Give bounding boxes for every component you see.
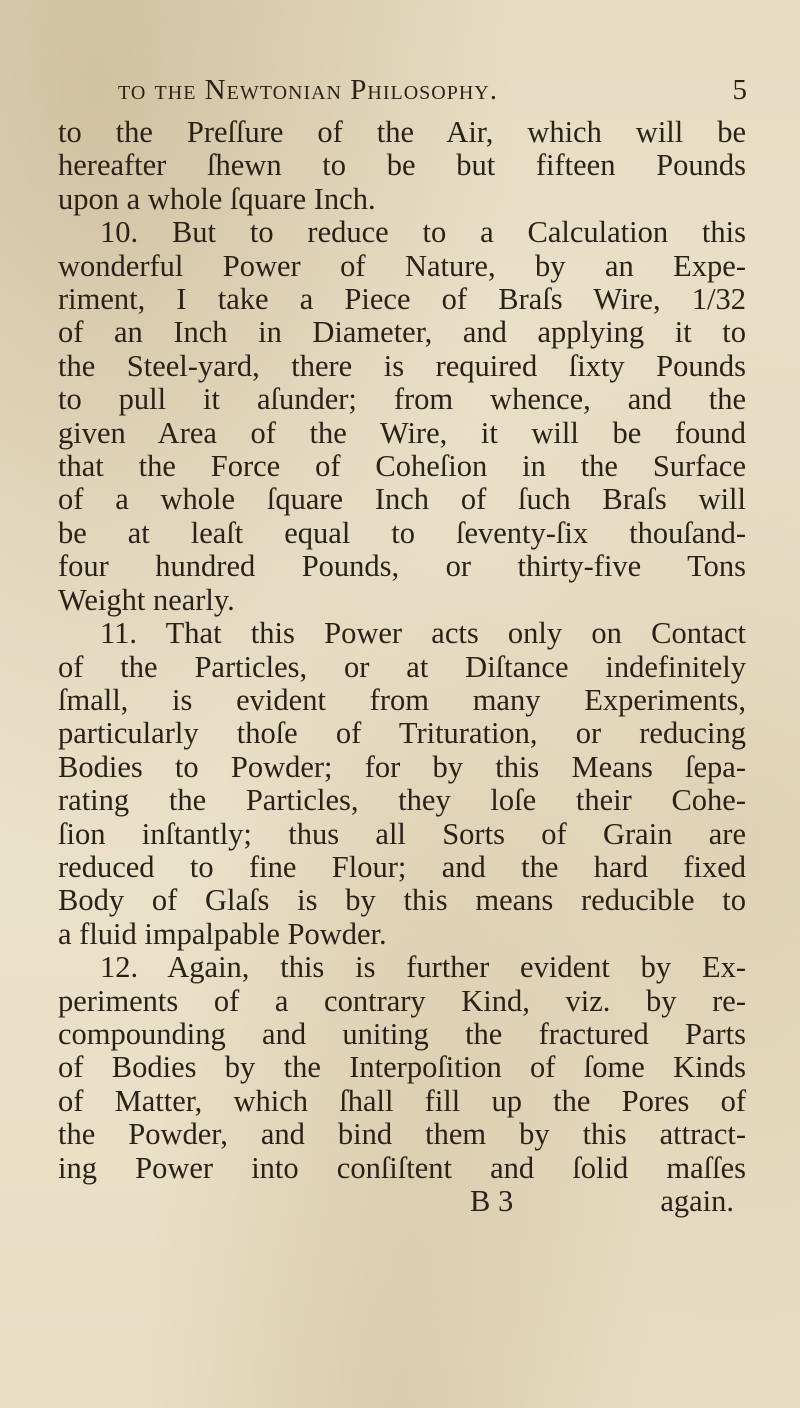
text-line: be at leaſt equal to ſeventy-ſix thouſand- bbox=[58, 515, 746, 550]
paragraph-12-start: 12. Again, this is further evident by Ex- bbox=[100, 950, 746, 985]
text-line: given Area of the Wire, it will be found bbox=[58, 415, 746, 450]
text-line: ſmall, is evident from many Experiments, bbox=[58, 682, 746, 717]
text-line: ing Power into conſiſtent and ſolid maſſes bbox=[58, 1150, 746, 1185]
text-line: to pull it aſunder; from whence, and the bbox=[58, 382, 746, 417]
text-line: rating the Particles, they loſe their Cohe- bbox=[58, 783, 746, 818]
text-line: hereafter ſhewn to be but fifteen Pounds bbox=[58, 148, 746, 183]
text-line: Body of Glaſs is by this means reducible to bbox=[58, 883, 746, 918]
text-line: to the Preſſure of the Air, which will be bbox=[58, 115, 746, 149]
text-line: riment, I take a Piece of Braſs Wire, 1/32 bbox=[58, 282, 746, 317]
text-line: reduced to fine Flour; and the hard fixed bbox=[58, 849, 746, 884]
running-head bbox=[58, 70, 760, 110]
text-line: the Powder, and bind them by this attract- bbox=[58, 1117, 746, 1152]
text-line: wonderful Power of Nature, by an Expe- bbox=[58, 248, 746, 283]
text-line: a fluid impalpable Powder. bbox=[58, 916, 387, 951]
text-line: four hundred Pounds, or thirty-five Tons bbox=[58, 549, 746, 584]
page-number: 5 bbox=[732, 74, 748, 106]
text-line: of Bodies by the Interpoſition of ſome Kinds bbox=[58, 1050, 746, 1085]
signature-mark: B 3 bbox=[470, 1184, 514, 1218]
page-footer-line bbox=[58, 1185, 760, 1218]
text-line: compounding and uniting the fractured Parts bbox=[58, 1016, 746, 1051]
running-head-title: to the Newtonian Philosophy. bbox=[118, 74, 498, 106]
text-line: particularly thoſe of Trituration, or reducing bbox=[58, 716, 746, 751]
text-line: ſion inſtantly; thus all Sorts of Grain are bbox=[58, 816, 746, 851]
body-text bbox=[58, 116, 760, 1218]
catchword: again. bbox=[660, 1184, 734, 1218]
text-line: of the Particles, or at Diſtance indefinitely bbox=[58, 649, 746, 684]
text-line: periments of a contrary Kind, viz. by re- bbox=[58, 983, 746, 1018]
text-line: of an Inch in Diameter, and applying it to bbox=[58, 315, 746, 350]
paragraph-10-start: 10. But to reduce to a Calculation this bbox=[100, 215, 746, 250]
text-line: of a whole ſquare Inch of ſuch Braſs will bbox=[58, 482, 746, 517]
text-line: upon a whole ſquare Inch. bbox=[58, 181, 376, 216]
text-line: the Steel-yard, there is required ſixty Pounds bbox=[58, 348, 746, 383]
text-line: of Matter, which ſhall fill up the Pores of bbox=[58, 1083, 746, 1118]
paragraph-11-start: 11. That this Power acts only on Contact bbox=[100, 616, 746, 651]
text-line: that the Force of Coheſion in the Surface bbox=[58, 449, 746, 484]
text-line: Bodies to Powder; for by this Means ſepa- bbox=[58, 749, 746, 784]
text-line: Weight nearly. bbox=[58, 582, 235, 617]
